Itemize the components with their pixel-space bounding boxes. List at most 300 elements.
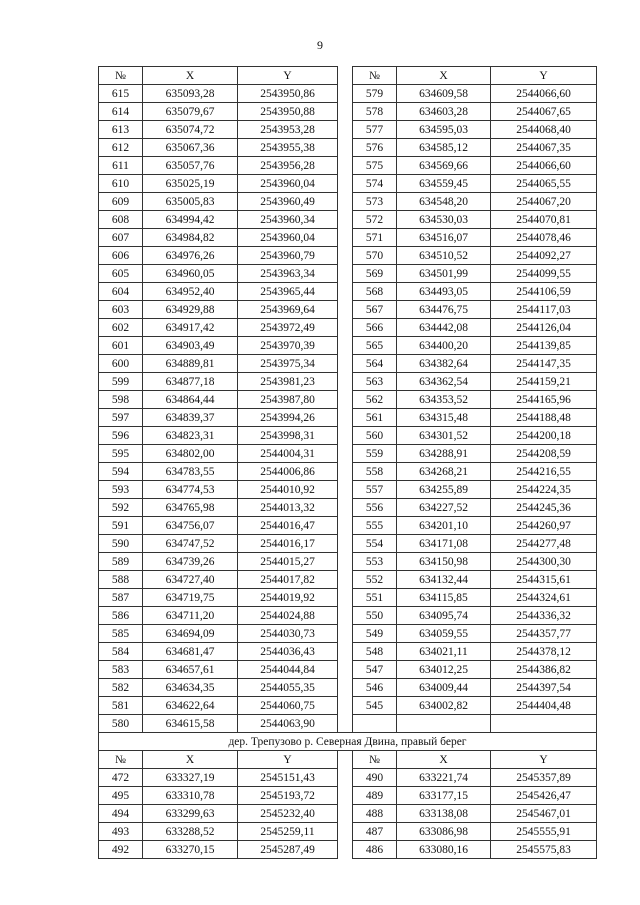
x-coordinate: 634603,28: [397, 103, 491, 121]
y-coordinate: 2544117,03: [491, 301, 597, 319]
point-number: 608: [99, 211, 143, 229]
y-coordinate: 2544067,35: [491, 139, 597, 157]
y-coordinate: 2544063,90: [238, 715, 338, 733]
x-coordinate: 634115,85: [397, 589, 491, 607]
table-row: [99, 103, 597, 121]
x-coordinate: 634739,26: [143, 553, 238, 571]
x-coordinate: 633138,08: [397, 805, 491, 823]
table-row: [99, 517, 597, 535]
table-row: [99, 373, 597, 391]
column-header-y: Y: [491, 751, 597, 769]
column-gap: [338, 319, 353, 337]
coordinates-table: [98, 66, 597, 859]
table-row: [99, 787, 597, 805]
x-coordinate: 634315,48: [397, 409, 491, 427]
y-coordinate: 2544055,35: [238, 679, 338, 697]
point-number: 614: [99, 103, 143, 121]
point-number: 564: [353, 355, 397, 373]
y-coordinate: 2544315,61: [491, 571, 597, 589]
x-coordinate: 634301,52: [397, 427, 491, 445]
table-row: [99, 589, 597, 607]
point-number: 596: [99, 427, 143, 445]
x-coordinate: 634802,00: [143, 445, 238, 463]
table-row: [99, 409, 597, 427]
table-row: [99, 355, 597, 373]
point-number: 553: [353, 553, 397, 571]
point-number: 577: [353, 121, 397, 139]
point-number: 551: [353, 589, 397, 607]
point-number: 555: [353, 517, 397, 535]
column-gap: [338, 697, 353, 715]
point-number: 576: [353, 139, 397, 157]
point-number: 495: [99, 787, 143, 805]
x-coordinate: 634442,08: [397, 319, 491, 337]
point-number: 492: [99, 841, 143, 859]
point-number: 560: [353, 427, 397, 445]
x-coordinate: 634719,75: [143, 589, 238, 607]
table-row: [99, 607, 597, 625]
column-gap: [338, 67, 353, 85]
table-row: [99, 337, 597, 355]
y-coordinate: 2543950,86: [238, 85, 338, 103]
column-header-number: №: [99, 67, 143, 85]
y-coordinate: 2544099,55: [491, 265, 597, 283]
column-gap: [338, 589, 353, 607]
point-number: 587: [99, 589, 143, 607]
column-gap: [338, 463, 353, 481]
section-row: [99, 733, 597, 751]
y-coordinate: 2544044,84: [238, 661, 338, 679]
column-gap: [338, 661, 353, 679]
point-number: 592: [99, 499, 143, 517]
point-number: 574: [353, 175, 397, 193]
x-coordinate: 634501,99: [397, 265, 491, 283]
x-coordinate: 634012,25: [397, 661, 491, 679]
y-coordinate: 2543975,34: [238, 355, 338, 373]
x-coordinate: 635067,36: [143, 139, 238, 157]
point-number: 556: [353, 499, 397, 517]
y-coordinate: 2545426,47: [491, 787, 597, 805]
column-gap: [338, 265, 353, 283]
column-gap: [338, 481, 353, 499]
point-number: 566: [353, 319, 397, 337]
column-gap: [338, 841, 353, 859]
y-coordinate: 2544200,18: [491, 427, 597, 445]
table-row: [99, 571, 597, 589]
y-coordinate: 2544067,20: [491, 193, 597, 211]
x-coordinate: 634694,09: [143, 625, 238, 643]
column-gap: [338, 679, 353, 697]
point-number: 610: [99, 175, 143, 193]
x-coordinate: 634400,20: [397, 337, 491, 355]
table-header-row: [99, 751, 597, 769]
y-coordinate: 2543998,31: [238, 427, 338, 445]
x-coordinate: 634548,20: [397, 193, 491, 211]
point-number: 591: [99, 517, 143, 535]
y-coordinate: 2544188,48: [491, 409, 597, 427]
column-header-x: X: [397, 751, 491, 769]
point-number: 552: [353, 571, 397, 589]
y-coordinate: 2544066,60: [491, 85, 597, 103]
x-coordinate: 634994,42: [143, 211, 238, 229]
table-row: [99, 193, 597, 211]
point-number: 605: [99, 265, 143, 283]
column-gap: [338, 175, 353, 193]
x-coordinate: 634510,52: [397, 247, 491, 265]
x-coordinate: 634889,81: [143, 355, 238, 373]
point-number: 589: [99, 553, 143, 571]
column-header-x: X: [143, 67, 238, 85]
column-header-y: Y: [238, 67, 338, 85]
column-header-x: X: [397, 67, 491, 85]
x-coordinate: 634877,18: [143, 373, 238, 391]
x-coordinate: 634929,88: [143, 301, 238, 319]
column-gap: [338, 625, 353, 643]
column-header-y: Y: [491, 67, 597, 85]
point-number: 578: [353, 103, 397, 121]
y-coordinate: 2543972,49: [238, 319, 338, 337]
column-gap: [338, 535, 353, 553]
table-row: [99, 553, 597, 571]
column-header-number: №: [353, 751, 397, 769]
point-number: 563: [353, 373, 397, 391]
y-coordinate: 2543970,39: [238, 337, 338, 355]
table-row: [99, 247, 597, 265]
y-coordinate: 2544324,61: [491, 589, 597, 607]
x-coordinate: 635025,19: [143, 175, 238, 193]
y-coordinate: 2544106,59: [491, 283, 597, 301]
point-number: 580: [99, 715, 143, 733]
point-number: 568: [353, 283, 397, 301]
point-number: 573: [353, 193, 397, 211]
point-number: 593: [99, 481, 143, 499]
x-coordinate: 635057,76: [143, 157, 238, 175]
point-number: 585: [99, 625, 143, 643]
column-gap: [338, 139, 353, 157]
column-gap: [338, 121, 353, 139]
x-coordinate: 634569,66: [397, 157, 491, 175]
column-gap: [338, 391, 353, 409]
y-coordinate: 2544397,54: [491, 679, 597, 697]
point-number: 612: [99, 139, 143, 157]
x-coordinate: 634002,82: [397, 697, 491, 715]
point-number: 598: [99, 391, 143, 409]
point-number: 547: [353, 661, 397, 679]
y-coordinate: 2544036,43: [238, 643, 338, 661]
column-header-y: Y: [238, 751, 338, 769]
column-gap: [338, 751, 353, 769]
y-coordinate: 2545287,49: [238, 841, 338, 859]
y-coordinate: 2544066,60: [491, 157, 597, 175]
column-header-number: №: [99, 751, 143, 769]
x-coordinate: 633270,15: [143, 841, 238, 859]
table-row: [99, 499, 597, 517]
table-row: [99, 805, 597, 823]
point-number: 615: [99, 85, 143, 103]
x-coordinate: 634288,91: [397, 445, 491, 463]
point-number: 599: [99, 373, 143, 391]
column-gap: [338, 103, 353, 121]
page-number: 9: [317, 38, 323, 52]
table-row: [99, 463, 597, 481]
x-coordinate: 634756,07: [143, 517, 238, 535]
point-number: 488: [353, 805, 397, 823]
y-coordinate: 2543969,64: [238, 301, 338, 319]
column-gap: [338, 373, 353, 391]
x-coordinate: 634774,53: [143, 481, 238, 499]
x-coordinate: 634903,49: [143, 337, 238, 355]
x-coordinate: 634362,54: [397, 373, 491, 391]
y-coordinate: 2544065,55: [491, 175, 597, 193]
x-coordinate: 634711,20: [143, 607, 238, 625]
column-gap: [338, 607, 353, 625]
column-gap: [338, 211, 353, 229]
y-coordinate: 2544006,86: [238, 463, 338, 481]
y-coordinate: 2544216,55: [491, 463, 597, 481]
column-gap: [338, 427, 353, 445]
column-gap: [338, 769, 353, 787]
point-number: 595: [99, 445, 143, 463]
y-coordinate: 2543963,34: [238, 265, 338, 283]
y-coordinate: 2543960,04: [238, 175, 338, 193]
column-gap: [338, 157, 353, 175]
point-number: 604: [99, 283, 143, 301]
column-header-number: №: [353, 67, 397, 85]
x-coordinate: 634952,40: [143, 283, 238, 301]
table-row: [99, 229, 597, 247]
point-number: 590: [99, 535, 143, 553]
x-coordinate: 634609,58: [397, 85, 491, 103]
table-row: [99, 265, 597, 283]
y-coordinate: 2543994,26: [238, 409, 338, 427]
x-coordinate: 633221,74: [397, 769, 491, 787]
column-gap: [338, 643, 353, 661]
table-row: [99, 211, 597, 229]
x-coordinate: 634839,37: [143, 409, 238, 427]
column-gap: [338, 553, 353, 571]
table-row: [99, 85, 597, 103]
point-number: 570: [353, 247, 397, 265]
y-coordinate: 2544208,59: [491, 445, 597, 463]
y-coordinate: 2544336,32: [491, 607, 597, 625]
x-coordinate: 633177,15: [397, 787, 491, 805]
point-number: 611: [99, 157, 143, 175]
y-coordinate: 2544060,75: [238, 697, 338, 715]
point-number: 606: [99, 247, 143, 265]
point-number: 472: [99, 769, 143, 787]
column-gap: [338, 355, 353, 373]
column-gap: [338, 823, 353, 841]
y-coordinate: 2544067,65: [491, 103, 597, 121]
x-coordinate: 634727,40: [143, 571, 238, 589]
y-coordinate: 2544024,88: [238, 607, 338, 625]
x-coordinate: 634132,44: [397, 571, 491, 589]
point-number: 588: [99, 571, 143, 589]
x-coordinate: 633086,98: [397, 823, 491, 841]
y-coordinate: 2544224,35: [491, 481, 597, 499]
point-number: 569: [353, 265, 397, 283]
point-number: 584: [99, 643, 143, 661]
y-coordinate: 2544404,48: [491, 697, 597, 715]
table-row: [99, 535, 597, 553]
point-number: 493: [99, 823, 143, 841]
y-coordinate: 2545151,43: [238, 769, 338, 787]
x-coordinate: 634615,58: [143, 715, 238, 733]
table-header-row: [99, 67, 597, 85]
y-coordinate: 2543987,80: [238, 391, 338, 409]
y-coordinate: 2544126,04: [491, 319, 597, 337]
column-gap: [338, 805, 353, 823]
x-coordinate: 633288,52: [143, 823, 238, 841]
point-number: 489: [353, 787, 397, 805]
x-coordinate: 634059,55: [397, 625, 491, 643]
column-gap: [338, 787, 353, 805]
column-gap: [338, 85, 353, 103]
y-coordinate: [491, 715, 597, 733]
y-coordinate: 2543953,28: [238, 121, 338, 139]
y-coordinate: 2544386,82: [491, 661, 597, 679]
y-coordinate: 2544260,97: [491, 517, 597, 535]
point-number: 597: [99, 409, 143, 427]
point-number: 546: [353, 679, 397, 697]
x-coordinate: 634960,05: [143, 265, 238, 283]
point-number: 582: [99, 679, 143, 697]
column-gap: [338, 193, 353, 211]
x-coordinate: 633327,19: [143, 769, 238, 787]
table-row: [99, 661, 597, 679]
x-coordinate: 634657,61: [143, 661, 238, 679]
point-number: 494: [99, 805, 143, 823]
x-coordinate: 634201,10: [397, 517, 491, 535]
y-coordinate: 2544010,92: [238, 481, 338, 499]
y-coordinate: 2544078,46: [491, 229, 597, 247]
x-coordinate: 634150,98: [397, 553, 491, 571]
x-coordinate: 634984,82: [143, 229, 238, 247]
y-coordinate: 2543960,79: [238, 247, 338, 265]
point-number: 571: [353, 229, 397, 247]
x-coordinate: 634976,26: [143, 247, 238, 265]
table-row: [99, 679, 597, 697]
x-coordinate: 634530,03: [397, 211, 491, 229]
x-coordinate: 633080,16: [397, 841, 491, 859]
table-row: [99, 175, 597, 193]
y-coordinate: 2545232,40: [238, 805, 338, 823]
point-number: 567: [353, 301, 397, 319]
table-row: [99, 157, 597, 175]
point-number: 602: [99, 319, 143, 337]
y-coordinate: 2543981,23: [238, 373, 338, 391]
y-coordinate: 2543960,34: [238, 211, 338, 229]
table-row: [99, 715, 597, 733]
y-coordinate: 2544019,92: [238, 589, 338, 607]
point-number: [353, 715, 397, 733]
y-coordinate: 2544300,30: [491, 553, 597, 571]
x-coordinate: 635005,83: [143, 193, 238, 211]
column-gap: [338, 571, 353, 589]
x-coordinate: 634009,44: [397, 679, 491, 697]
point-number: 603: [99, 301, 143, 319]
y-coordinate: 2545193,72: [238, 787, 338, 805]
point-number: 565: [353, 337, 397, 355]
column-gap: [338, 301, 353, 319]
point-number: 561: [353, 409, 397, 427]
column-gap: [338, 517, 353, 535]
y-coordinate: 2544277,48: [491, 535, 597, 553]
column-gap: [338, 283, 353, 301]
x-coordinate: 634171,08: [397, 535, 491, 553]
y-coordinate: 2544139,85: [491, 337, 597, 355]
y-coordinate: 2544159,21: [491, 373, 597, 391]
y-coordinate: 2543950,88: [238, 103, 338, 121]
x-coordinate: 634765,98: [143, 499, 238, 517]
x-coordinate: 634095,74: [397, 607, 491, 625]
y-coordinate: 2544092,27: [491, 247, 597, 265]
point-number: 558: [353, 463, 397, 481]
x-coordinate: 634476,75: [397, 301, 491, 319]
y-coordinate: 2544070,81: [491, 211, 597, 229]
y-coordinate: 2545555,91: [491, 823, 597, 841]
table-row: [99, 823, 597, 841]
table-row: [99, 427, 597, 445]
x-coordinate: 634516,07: [397, 229, 491, 247]
point-number: 572: [353, 211, 397, 229]
x-coordinate: 634585,12: [397, 139, 491, 157]
point-number: 601: [99, 337, 143, 355]
x-coordinate: 635074,72: [143, 121, 238, 139]
x-coordinate: 634622,64: [143, 697, 238, 715]
table-row: [99, 643, 597, 661]
x-coordinate: 634917,42: [143, 319, 238, 337]
y-coordinate: 2543960,49: [238, 193, 338, 211]
section-title: дер. Трепузово р. Северная Двина, правый берег: [99, 733, 597, 751]
x-coordinate: 634382,64: [397, 355, 491, 373]
point-number: 550: [353, 607, 397, 625]
x-coordinate: 634634,35: [143, 679, 238, 697]
point-number: 581: [99, 697, 143, 715]
x-coordinate: 634021,11: [397, 643, 491, 661]
y-coordinate: 2544030,73: [238, 625, 338, 643]
x-coordinate: 633299,63: [143, 805, 238, 823]
point-number: 545: [353, 697, 397, 715]
y-coordinate: 2544245,36: [491, 499, 597, 517]
y-coordinate: 2543960,04: [238, 229, 338, 247]
point-number: 554: [353, 535, 397, 553]
table-row: [99, 625, 597, 643]
y-coordinate: 2544165,96: [491, 391, 597, 409]
y-coordinate: 2544013,32: [238, 499, 338, 517]
table-row: [99, 301, 597, 319]
point-number: 609: [99, 193, 143, 211]
column-gap: [338, 409, 353, 427]
point-number: 579: [353, 85, 397, 103]
x-coordinate: 635093,28: [143, 85, 238, 103]
column-gap: [338, 445, 353, 463]
y-coordinate: 2544016,47: [238, 517, 338, 535]
point-number: 607: [99, 229, 143, 247]
table-row: [99, 319, 597, 337]
point-number: 557: [353, 481, 397, 499]
point-number: 575: [353, 157, 397, 175]
y-coordinate: 2544068,40: [491, 121, 597, 139]
x-coordinate: 634353,52: [397, 391, 491, 409]
y-coordinate: 2544016,17: [238, 535, 338, 553]
table-row: [99, 445, 597, 463]
x-coordinate: 633310,78: [143, 787, 238, 805]
point-number: 562: [353, 391, 397, 409]
x-coordinate: 634255,89: [397, 481, 491, 499]
x-coordinate: 634268,21: [397, 463, 491, 481]
table-row: [99, 391, 597, 409]
